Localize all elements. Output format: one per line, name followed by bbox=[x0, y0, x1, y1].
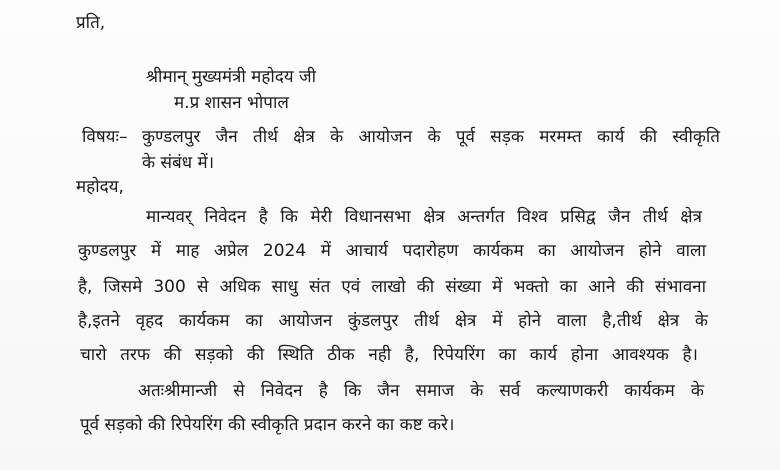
to-label: प्रति, bbox=[76, 13, 106, 33]
body-line-4: है,इतने वृहद कार्यकम का आयोजन कुंडलपुर तीर्थ क्षेत्र में होने वाला है,तीर्थ क्षेत्र के bbox=[78, 311, 708, 331]
subject-label: विषयः– bbox=[82, 127, 128, 147]
body-line-6: अतःश्रीमान्जी से निवेदन है कि जैन समाज के सर्व कल्याणकरी कार्यकम के bbox=[138, 381, 704, 401]
body-line-1: मान्यवर् निवेदन है कि मेरी विधानसभा क्षेत्र अन्तर्गत विश्व प्रसिद्व जैन तीर्थ क्षेत्र bbox=[146, 207, 702, 227]
body-line-2: कुण्डलपुर में माह अप्रेल 2024 में आचार्य पदारोहण कार्यकम का आयोजन होने वाला bbox=[78, 241, 706, 261]
body-line-3: है, जिसमे 300 से अधिक साधु संत एवं लाखो की संख्या में भक्तो का आने की संभावना bbox=[78, 277, 706, 297]
recipient-line-2: म.प्र शासन भोपाल bbox=[174, 93, 289, 113]
subject-line-1: कुण्डलपुर जैन तीर्थ क्षेत्र के आयोजन के पूर्व सड़क मरमम्त कार्य की स्वीकृति bbox=[142, 127, 720, 147]
salutation: महोदय, bbox=[76, 177, 124, 197]
body-line-5: चारो तरफ की सड़को की स्थिति ठीक नही है, रिपेयरिंग का कार्य होना आवश्यक है। bbox=[80, 345, 698, 365]
recipient-line-1: श्रीमान् मुख्यमंत्री महोदय जी bbox=[146, 67, 317, 87]
subject-line-2: के संबंध में। bbox=[142, 153, 215, 173]
body-line-7: पूर्व सड़को की रिपेयरिंग की स्वीकृति प्रदान करने का कष्ट करे। bbox=[80, 415, 455, 435]
